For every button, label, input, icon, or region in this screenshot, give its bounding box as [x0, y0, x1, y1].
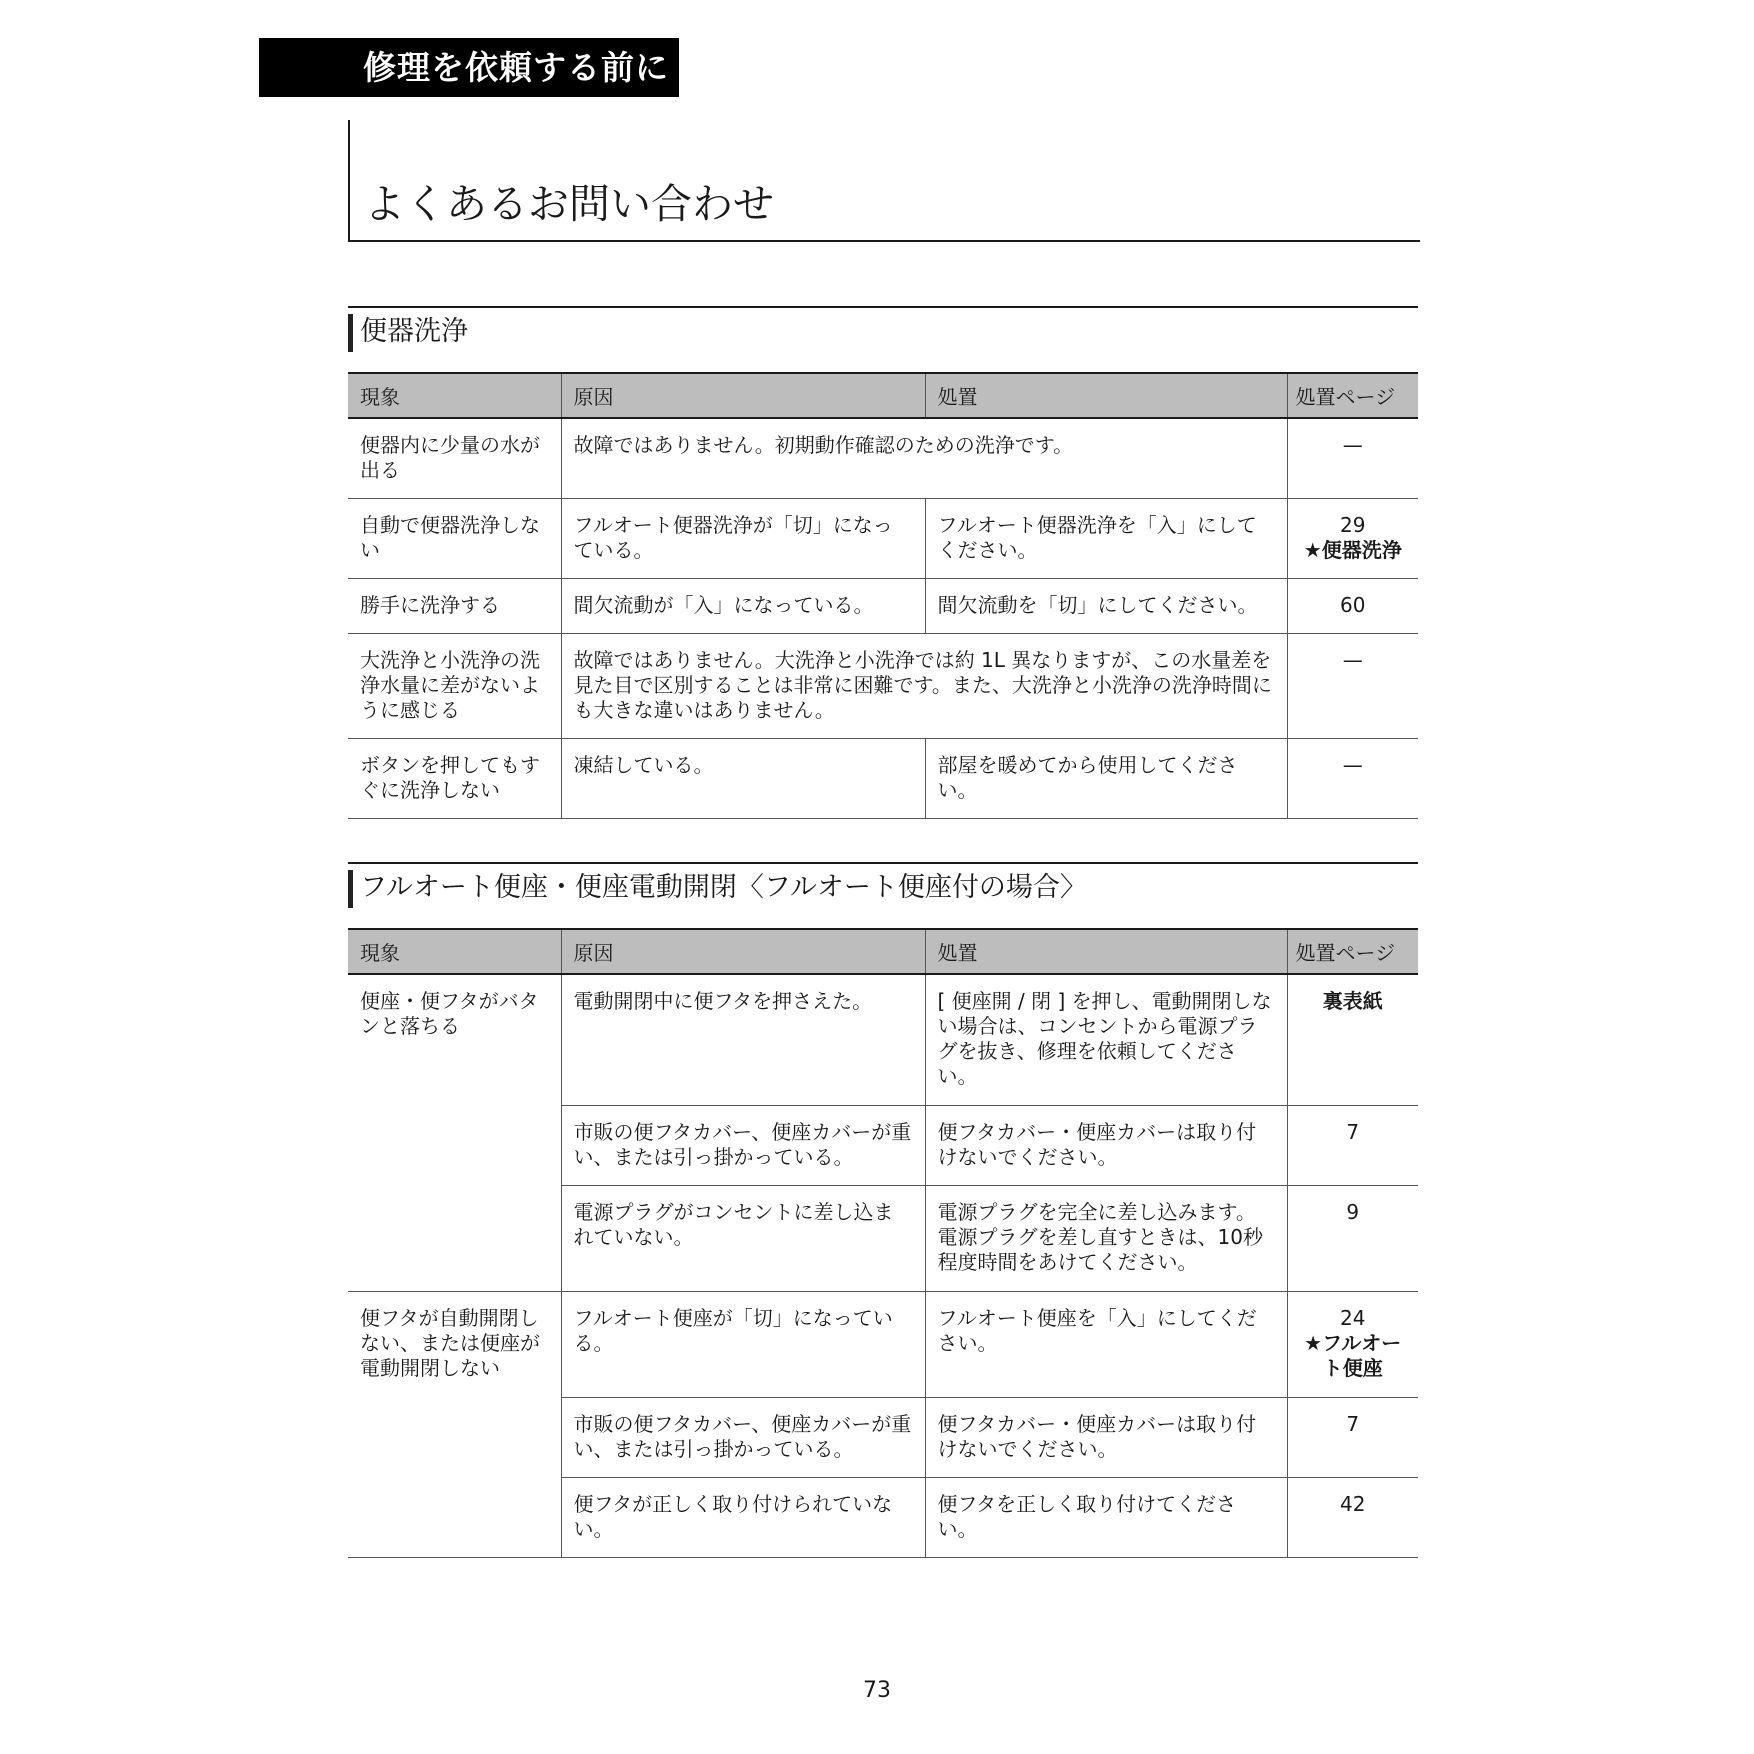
phenomenon-cell: ボタンを押してもすぐに洗浄しない: [348, 738, 561, 818]
section-marker: [348, 314, 353, 352]
remedy-cell: 便フタカバー・便座カバーは取り付けないでください。: [925, 1105, 1287, 1185]
table-row: [348, 974, 1418, 1105]
chapter-banner: 修理を依頼する前に: [259, 38, 679, 97]
cause-cell: フルオート便座が「切」になっている。: [561, 1291, 925, 1397]
table-row: [348, 738, 1418, 818]
section-title-bar: [348, 862, 1418, 914]
page-cell: —: [1287, 738, 1418, 818]
column-header-remedy: 処置: [925, 929, 1287, 974]
column-header-page: 処置ページ: [1287, 929, 1418, 974]
page-cell: 裏表紙: [1287, 974, 1418, 1105]
cause-cell: 電動開閉中に便フタを押さえた。: [561, 974, 925, 1105]
page-number: 24: [1340, 1305, 1366, 1330]
cause-cell: 便フタが正しく取り付けられていない。: [561, 1477, 925, 1557]
remedy-cell: 部屋を暖めてから使用してください。: [925, 738, 1287, 818]
phenomenon-cell: 自動で便器洗浄しない: [348, 498, 561, 578]
cause-cell: 間欠流動が「入」になっている。: [561, 578, 925, 633]
page-cell: [1287, 1291, 1418, 1397]
cause-cell: 市販の便フタカバー、便座カバーが重い、または引っ掛かっている。: [561, 1397, 925, 1477]
heading-frame: [348, 120, 1420, 242]
column-header-phenomenon: 現象: [348, 373, 561, 418]
remedy-cell: フルオート便座を「入」にしてください。: [925, 1291, 1287, 1397]
cause-cell: 凍結している。: [561, 738, 925, 818]
phenomenon-cell: 便フタが自動開閉しない、または便座が電動開閉しない: [348, 1291, 561, 1557]
page-reference: ★便器洗浄: [1303, 537, 1402, 562]
cause-cell: 電源プラグがコンセントに差し込まれていない。: [561, 1185, 925, 1291]
page-cell: —: [1287, 633, 1418, 738]
page-cell: 7: [1287, 1105, 1418, 1185]
remedy-cell: 便フタを正しく取り付けてください。: [925, 1477, 1287, 1557]
troubleshooting-table: [348, 928, 1418, 1558]
column-header-phenomenon: 現象: [348, 929, 561, 974]
cause-cell: 故障ではありません。大洗浄と小洗浄では約 1L 異なりますが、この水量差を見た目で区別することは非常に困難です。また、大洗浄と小洗浄の洗浄時間にも大きな違いはありません。: [561, 633, 1287, 738]
phenomenon-cell: 便器内に少量の水が出る: [348, 418, 561, 498]
page-reference: ★フルオート便座: [1304, 1330, 1402, 1380]
page-cell: 42: [1287, 1477, 1418, 1557]
column-header-cause: 原因: [561, 373, 925, 418]
table-header-row: [348, 373, 1418, 418]
phenomenon-cell: 大洗浄と小洗浄の洗浄水量に差がないように感じる: [348, 633, 561, 738]
table-row: [348, 1291, 1418, 1397]
phenomenon-cell: 勝手に洗浄する: [348, 578, 561, 633]
table-row: [348, 418, 1418, 498]
section-auto-seat: [348, 862, 1418, 1558]
page-cell: [1287, 498, 1418, 578]
page-cell: 60: [1287, 578, 1418, 633]
page-number: 29: [1340, 512, 1366, 537]
section-marker: [348, 870, 353, 908]
table-row: [348, 498, 1418, 578]
column-header-cause: 原因: [561, 929, 925, 974]
page-cell: 9: [1287, 1185, 1418, 1291]
phenomenon-cell: 便座・便フタがバタンと落ちる: [348, 974, 561, 1291]
troubleshooting-table: [348, 372, 1418, 819]
section-title-bar: [348, 306, 1418, 358]
remedy-cell: 間欠流動を「切」にしてください。: [925, 578, 1287, 633]
remedy-cell: 電源プラグを完全に差し込みます。電源プラグを差し直すときは、10秒程度時間をあけてください。: [925, 1185, 1287, 1291]
remedy-cell: [ 便座開 / 閉 ] を押し、電動開閉しない場合は、コンセントから電源プラグを抜き、修理を依頼してください。: [925, 974, 1287, 1105]
page-cell: 7: [1287, 1397, 1418, 1477]
cause-cell: フルオート便器洗浄が「切」になっている。: [561, 498, 925, 578]
page-title: よくあるお問い合わせ: [364, 180, 774, 228]
column-header-page: 処置ページ: [1287, 373, 1418, 418]
table-row: [348, 633, 1418, 738]
remedy-cell: フルオート便器洗浄を「入」にしてください。: [925, 498, 1287, 578]
page-cell: —: [1287, 418, 1418, 498]
cause-cell: 市販の便フタカバー、便座カバーが重い、または引っ掛かっている。: [561, 1105, 925, 1185]
section-title: 便器洗浄: [360, 316, 468, 347]
table-header-row: [348, 929, 1418, 974]
section-title: フルオート便座・便座電動開閉〈フルオート便座付の場合〉: [360, 872, 1087, 903]
section-toilet-flush: [348, 306, 1418, 819]
cause-cell: 故障ではありません。初期動作確認のための洗浄です。: [561, 418, 1287, 498]
table-row: [348, 578, 1418, 633]
column-header-remedy: 処置: [925, 373, 1287, 418]
remedy-cell: 便フタカバー・便座カバーは取り付けないでください。: [925, 1397, 1287, 1477]
page-number-footer: 73: [863, 1678, 891, 1703]
